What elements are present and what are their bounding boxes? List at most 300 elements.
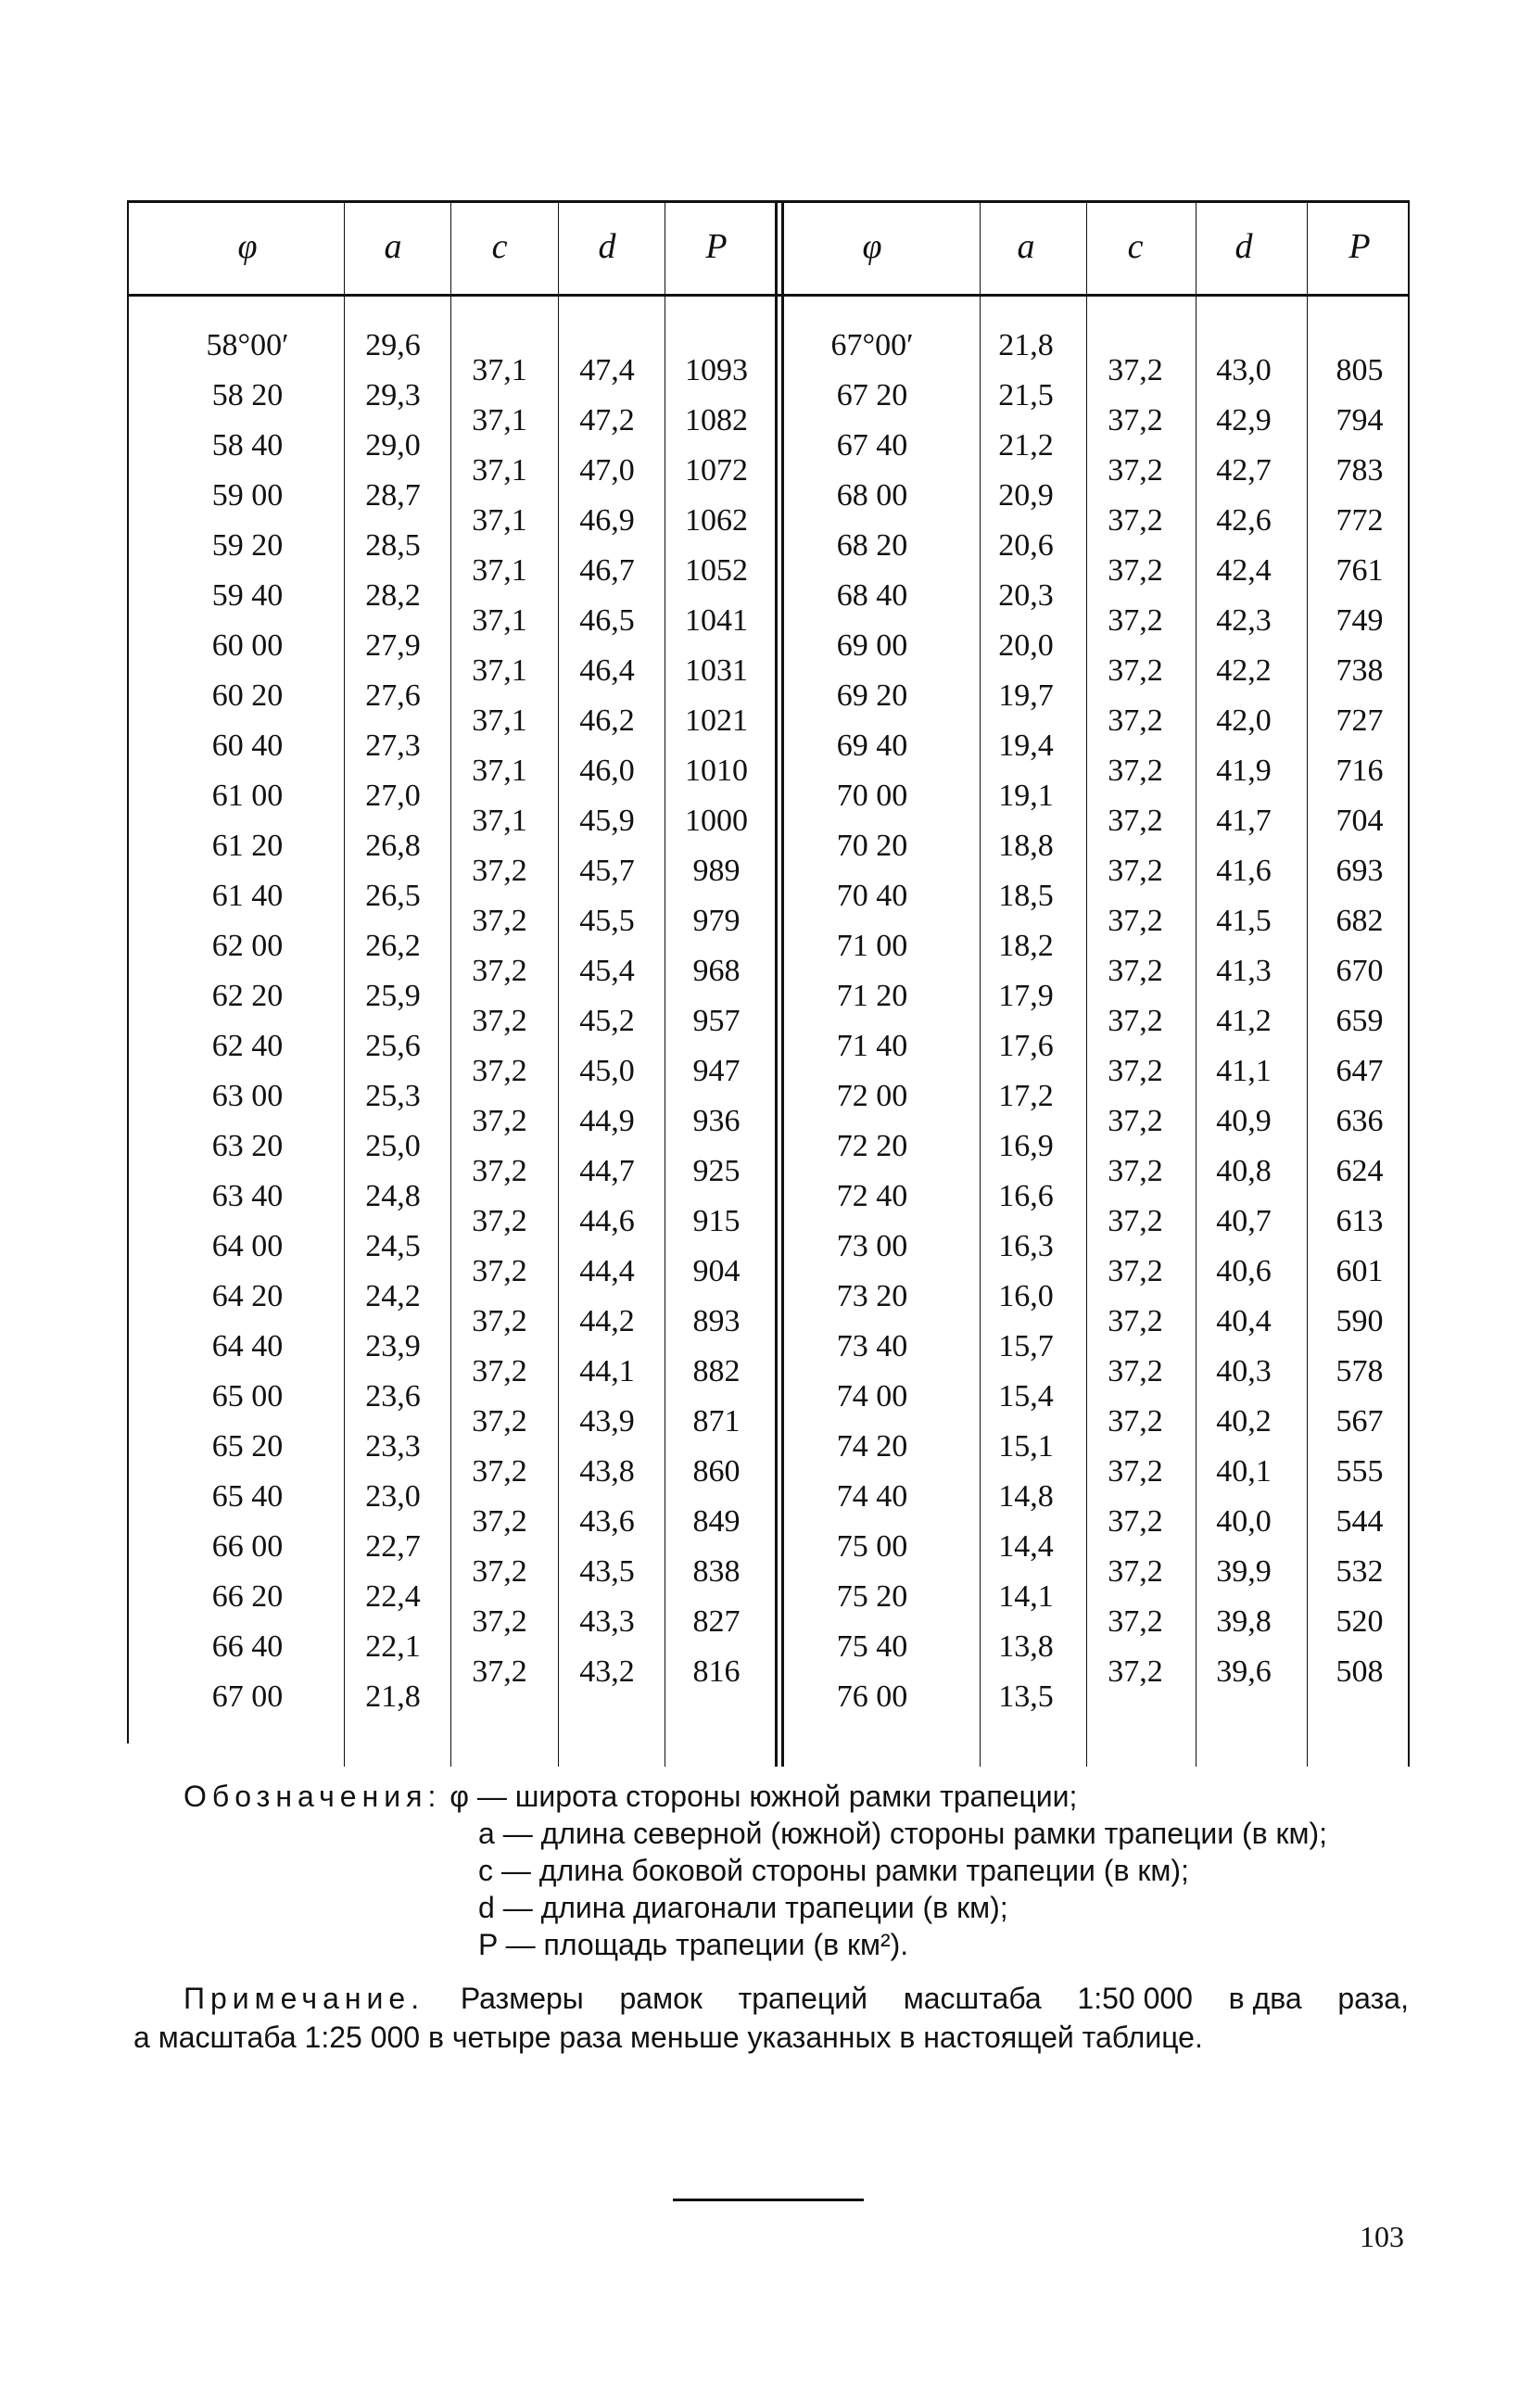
table-cell-a: 16,6 xyxy=(998,1179,1054,1213)
table-cell-p: 1041 xyxy=(685,603,748,638)
table-cell-a: 22,7 xyxy=(365,1529,421,1564)
table-cell-p: 749 xyxy=(1336,603,1384,638)
table-cell-d: 44,7 xyxy=(579,1154,635,1188)
table-cell-a: 14,8 xyxy=(998,1479,1054,1514)
table-cell-c: 37,1 xyxy=(472,403,527,437)
table-cell-d: 42,7 xyxy=(1216,453,1272,488)
table-cell-d: 41,5 xyxy=(1216,904,1272,938)
table-cell-d: 43,6 xyxy=(579,1504,635,1539)
table-cell-phi: 63 40 xyxy=(211,1179,284,1213)
table-cell-d: 47,2 xyxy=(579,403,635,437)
table-cell-phi: 61 00 xyxy=(211,779,284,813)
table-cell-c: 37,2 xyxy=(1108,754,1163,788)
table-cell-phi: 69 00 xyxy=(836,628,908,663)
table-cell-phi: 73 20 xyxy=(836,1279,908,1313)
table-cell-a: 16,3 xyxy=(998,1229,1054,1263)
legend-item-phi: φ — широта стороны южной рамки трапеции; xyxy=(449,1780,1078,1813)
table-cell-c: 37,2 xyxy=(472,1604,527,1639)
table-cell-c: 37,2 xyxy=(1108,353,1163,387)
table-cell-a: 15,4 xyxy=(998,1379,1054,1413)
table-cell-a: 22,1 xyxy=(365,1629,421,1664)
table-cell-d: 40,4 xyxy=(1216,1304,1272,1338)
table-cell-p: 682 xyxy=(1336,904,1384,938)
table-cell-c: 37,2 xyxy=(1108,1104,1163,1138)
table-cell-phi: 58 20 xyxy=(211,378,284,412)
table-cell-p: 936 xyxy=(692,1104,741,1138)
table-cell-d: 40,1 xyxy=(1216,1454,1272,1489)
table-cell-a: 24,8 xyxy=(365,1179,421,1213)
table-cell-phi: 71 40 xyxy=(836,1029,908,1063)
table-cell-c: 37,2 xyxy=(1108,1654,1163,1689)
table-cell-phi: 67°00′ xyxy=(830,328,914,362)
table-cell-p: 520 xyxy=(1336,1604,1384,1639)
table-cell-phi: 60 40 xyxy=(211,729,284,763)
column-header: φ xyxy=(237,227,258,266)
table-cell-d: 39,8 xyxy=(1216,1604,1272,1639)
table-cell-p: 772 xyxy=(1336,503,1384,538)
table-cell-phi: 72 20 xyxy=(836,1129,908,1163)
table-cell-c: 37,2 xyxy=(1108,1504,1163,1539)
table-cell-phi: 61 20 xyxy=(211,829,284,863)
table-cell-c: 37,2 xyxy=(472,1004,527,1038)
table-cell-phi: 70 40 xyxy=(836,879,908,913)
trapezoid-table xyxy=(127,200,1409,1767)
table-cell-p: 882 xyxy=(692,1354,741,1388)
table-cell-phi: 75 20 xyxy=(836,1579,908,1614)
table-cell-a: 21,8 xyxy=(365,1679,421,1714)
table-cell-c: 37,2 xyxy=(472,1404,527,1438)
footnote-word: масштаба xyxy=(903,1982,1042,2015)
column-header: P xyxy=(705,227,728,266)
table-cell-a: 27,9 xyxy=(365,628,421,663)
table-cell-phi: 76 00 xyxy=(836,1679,908,1714)
table-cell-phi: 65 40 xyxy=(211,1479,284,1514)
table-cell-p: 659 xyxy=(1336,1004,1384,1038)
table-cell-d: 46,4 xyxy=(579,653,635,688)
table-cell-p: 783 xyxy=(1336,453,1384,488)
table-cell-c: 37,2 xyxy=(1108,904,1163,938)
table-cell-a: 14,4 xyxy=(998,1529,1054,1564)
table-column-rule xyxy=(781,200,784,1767)
table-cell-a: 27,0 xyxy=(365,779,421,813)
table-cell-a: 20,9 xyxy=(998,478,1054,513)
table-cell-a: 16,9 xyxy=(998,1129,1054,1163)
table-cell-d: 43,0 xyxy=(1216,353,1272,387)
column-header: φ xyxy=(862,227,882,266)
table-cell-c: 37,2 xyxy=(472,1354,527,1388)
table-top-rule xyxy=(127,200,1409,203)
table-cell-c: 37,2 xyxy=(1108,703,1163,738)
table-cell-d: 41,6 xyxy=(1216,854,1272,888)
table-cell-a: 18,8 xyxy=(998,829,1054,863)
table-cell-a: 21,5 xyxy=(998,378,1054,412)
table-cell-d: 46,0 xyxy=(579,754,635,788)
table-cell-p: 925 xyxy=(692,1154,741,1188)
table-cell-phi: 60 00 xyxy=(211,628,284,663)
table-cell-c: 37,1 xyxy=(472,804,527,838)
footnote xyxy=(133,1979,1409,2057)
table-cell-p: 968 xyxy=(692,954,741,988)
table-cell-p: 860 xyxy=(692,1454,741,1489)
table-cell-c: 37,2 xyxy=(1108,1554,1163,1589)
table-cell-c: 37,2 xyxy=(472,854,527,888)
table-cell-phi: 64 20 xyxy=(211,1279,284,1313)
table-cell-a: 13,8 xyxy=(998,1629,1054,1664)
table-cell-a: 25,6 xyxy=(365,1029,421,1063)
table-cell-phi: 64 40 xyxy=(211,1329,284,1363)
table-cell-p: 716 xyxy=(1336,754,1384,788)
table-cell-p: 816 xyxy=(692,1654,741,1689)
table-cell-a: 23,6 xyxy=(365,1379,421,1413)
table-cell-d: 44,9 xyxy=(579,1104,635,1138)
table-cell-phi: 68 00 xyxy=(836,478,908,513)
table-cell-p: 827 xyxy=(692,1604,741,1639)
table-cell-a: 21,2 xyxy=(998,428,1054,463)
table-cell-d: 42,3 xyxy=(1216,603,1272,638)
footnote-word: 1:50 000 xyxy=(1077,1982,1193,2015)
table-cell-d: 42,4 xyxy=(1216,553,1272,588)
legend-title: Обозначения: xyxy=(184,1780,442,1813)
table-cell-a: 28,5 xyxy=(365,528,421,563)
column-header: c xyxy=(1127,227,1144,266)
table-cell-p: 544 xyxy=(1336,1504,1384,1539)
table-cell-a: 19,7 xyxy=(998,678,1054,713)
table-cell-d: 40,7 xyxy=(1216,1204,1272,1238)
table-cell-phi: 67 20 xyxy=(836,378,908,412)
table-cell-phi: 59 20 xyxy=(211,528,284,563)
table-cell-p: 567 xyxy=(1336,1404,1384,1438)
table-cell-p: 915 xyxy=(692,1204,741,1238)
table-cell-c: 37,1 xyxy=(472,553,527,588)
table-cell-d: 42,2 xyxy=(1216,653,1272,688)
table-cell-p: 1052 xyxy=(685,553,748,588)
table-cell-d: 43,9 xyxy=(579,1404,635,1438)
table-cell-c: 37,2 xyxy=(472,1204,527,1238)
table-cell-a: 29,3 xyxy=(365,378,421,412)
table-cell-d: 45,0 xyxy=(579,1054,635,1088)
table-cell-d: 41,7 xyxy=(1216,804,1272,838)
table-cell-p: 805 xyxy=(1336,353,1384,387)
legend-item-a: a — длина северной (южной) стороны рамки трапеции (в км); xyxy=(478,1817,1328,1850)
table-cell-d: 46,9 xyxy=(579,503,635,538)
table-cell-phi: 75 00 xyxy=(836,1529,908,1564)
table-cell-a: 26,2 xyxy=(365,929,421,963)
legend-item-p: P — площадь трапеции (в км²). xyxy=(478,1928,909,1961)
table-cell-phi: 73 00 xyxy=(836,1229,908,1263)
table-cell-p: 904 xyxy=(692,1254,741,1288)
table-cell-phi: 61 40 xyxy=(211,879,284,913)
table-cell-d: 40,8 xyxy=(1216,1154,1272,1188)
legend-item-d: d — длина диагонали трапеции (в км); xyxy=(478,1891,1008,1924)
table-cell-phi: 66 20 xyxy=(211,1579,284,1614)
table-cell-d: 39,9 xyxy=(1216,1554,1272,1589)
table-cell-p: 578 xyxy=(1336,1354,1384,1388)
table-cell-c: 37,2 xyxy=(1108,1304,1163,1338)
footnote-word: в два xyxy=(1228,1982,1302,2015)
table-cell-p: 1000 xyxy=(685,804,748,838)
table-cell-c: 37,2 xyxy=(1108,1004,1163,1038)
table-cell-c: 37,2 xyxy=(472,954,527,988)
footnote-line-1 xyxy=(133,1979,1409,2018)
table-cell-a: 28,7 xyxy=(365,478,421,513)
table-cell-p: 670 xyxy=(1336,954,1384,988)
table-cell-phi: 65 00 xyxy=(211,1379,284,1413)
table-cell-phi: 62 20 xyxy=(211,979,284,1013)
table-cell-d: 45,7 xyxy=(579,854,635,888)
table-cell-p: 624 xyxy=(1336,1154,1384,1188)
table-cell-c: 37,1 xyxy=(472,353,527,387)
table-cell-a: 19,1 xyxy=(998,779,1054,813)
table-header-rule xyxy=(127,294,1409,297)
table-cell-a: 18,5 xyxy=(998,879,1054,913)
table-cell-d: 43,5 xyxy=(579,1554,635,1589)
table-cell-a: 27,3 xyxy=(365,729,421,763)
table-cell-c: 37,2 xyxy=(1108,403,1163,437)
table-cell-a: 20,3 xyxy=(998,578,1054,613)
footnote-word: трапеций xyxy=(738,1982,868,2015)
footnote-word: Размеры xyxy=(460,1982,584,2015)
table-cell-p: 532 xyxy=(1336,1554,1384,1589)
table-cell-p: 1072 xyxy=(685,453,748,488)
table-cell-c: 37,2 xyxy=(1108,1454,1163,1489)
table-cell-phi: 70 00 xyxy=(836,779,908,813)
table-cell-a: 27,6 xyxy=(365,678,421,713)
table-cell-phi: 68 40 xyxy=(836,578,908,613)
table-cell-p: 555 xyxy=(1336,1454,1384,1489)
table-cell-p: 838 xyxy=(692,1554,741,1589)
table-cell-phi: 71 00 xyxy=(836,929,908,963)
table-cell-d: 44,6 xyxy=(579,1204,635,1238)
table-cell-phi: 59 00 xyxy=(211,478,284,513)
table-cell-phi: 65 20 xyxy=(211,1429,284,1464)
table-cell-c: 37,2 xyxy=(1108,1154,1163,1188)
table-cell-p: 727 xyxy=(1336,703,1384,738)
table-cell-phi: 64 00 xyxy=(211,1229,284,1263)
table-cell-a: 17,2 xyxy=(998,1079,1054,1113)
table-cell-p: 1082 xyxy=(685,403,748,437)
table-cell-p: 704 xyxy=(1336,804,1384,838)
table-cell-c: 37,2 xyxy=(472,1104,527,1138)
table-cell-p: 738 xyxy=(1336,653,1384,688)
table-cell-a: 28,2 xyxy=(365,578,421,613)
page-number: 103 xyxy=(1360,2220,1404,2253)
table-cell-c: 37,2 xyxy=(1108,1054,1163,1088)
table-cell-p: 636 xyxy=(1336,1104,1384,1138)
table-cell-a: 15,1 xyxy=(998,1429,1054,1464)
table-cell-d: 45,9 xyxy=(579,804,635,838)
table-cell-phi: 70 20 xyxy=(836,829,908,863)
table-cell-c: 37,2 xyxy=(472,1154,527,1188)
table-cell-p: 849 xyxy=(692,1504,741,1539)
table-cell-c: 37,2 xyxy=(472,1654,527,1689)
table-cell-p: 1010 xyxy=(685,754,748,788)
table-column-rule xyxy=(127,200,129,1743)
table-cell-phi: 69 40 xyxy=(836,729,908,763)
table-cell-c: 37,2 xyxy=(1108,453,1163,488)
table-cell-a: 24,2 xyxy=(365,1279,421,1313)
table-cell-phi: 75 40 xyxy=(836,1629,908,1664)
table-cell-c: 37,1 xyxy=(472,754,527,788)
table-cell-p: 761 xyxy=(1336,553,1384,588)
table-cell-d: 43,2 xyxy=(579,1654,635,1689)
table-cell-d: 39,6 xyxy=(1216,1654,1272,1689)
table-cell-c: 37,2 xyxy=(1108,954,1163,988)
table-cell-p: 979 xyxy=(692,904,741,938)
table-cell-a: 20,0 xyxy=(998,628,1054,663)
table-cell-c: 37,2 xyxy=(472,1504,527,1539)
table-cell-d: 42,6 xyxy=(1216,503,1272,538)
table-cell-p: 893 xyxy=(692,1304,741,1338)
table-cell-p: 1093 xyxy=(685,353,748,387)
table-cell-c: 37,2 xyxy=(1108,603,1163,638)
table-cell-p: 794 xyxy=(1336,403,1384,437)
table-cell-c: 37,2 xyxy=(1108,1204,1163,1238)
table-cell-phi: 63 00 xyxy=(211,1079,284,1113)
table-cell-p: 947 xyxy=(692,1054,741,1088)
table-cell-p: 1031 xyxy=(685,653,748,688)
table-cell-d: 42,0 xyxy=(1216,703,1272,738)
table-cell-c: 37,2 xyxy=(472,904,527,938)
table-cell-p: 693 xyxy=(1336,854,1384,888)
table-cell-a: 15,7 xyxy=(998,1329,1054,1363)
table-cell-c: 37,1 xyxy=(472,453,527,488)
table-cell-p: 871 xyxy=(692,1404,741,1438)
table-cell-a: 13,5 xyxy=(998,1679,1054,1714)
column-header: a xyxy=(384,227,402,266)
table-cell-c: 37,2 xyxy=(1108,1354,1163,1388)
table-cell-p: 989 xyxy=(692,854,741,888)
table-cell-d: 46,7 xyxy=(579,553,635,588)
table-cell-c: 37,2 xyxy=(1108,653,1163,688)
column-header: c xyxy=(491,227,508,266)
table-cell-p: 957 xyxy=(692,1004,741,1038)
table-cell-d: 45,2 xyxy=(579,1004,635,1038)
table-cell-a: 20,6 xyxy=(998,528,1054,563)
table-cell-a: 23,3 xyxy=(365,1429,421,1464)
table-cell-d: 44,4 xyxy=(579,1254,635,1288)
table-cell-phi: 72 40 xyxy=(836,1179,908,1213)
table-cell-phi: 72 00 xyxy=(836,1079,908,1113)
table-cell-a: 24,5 xyxy=(365,1229,421,1263)
table-cell-d: 41,9 xyxy=(1216,754,1272,788)
table-cell-p: 613 xyxy=(1336,1204,1384,1238)
table-cell-d: 43,8 xyxy=(579,1454,635,1489)
table-cell-phi: 58°00′ xyxy=(206,328,289,362)
table-cell-a: 19,4 xyxy=(998,729,1054,763)
table-cell-a: 17,9 xyxy=(998,979,1054,1013)
table-cell-phi: 60 20 xyxy=(211,678,284,713)
table-cell-phi: 66 40 xyxy=(211,1629,284,1664)
table-cell-phi: 67 40 xyxy=(836,428,908,463)
table-cell-a: 22,4 xyxy=(365,1579,421,1614)
footnote-line-2: а масштаба 1:25 000 в четыре раза меньше указанных в настоящей таблице. xyxy=(133,2021,1203,2054)
table-cell-phi: 67 00 xyxy=(211,1679,284,1714)
table-cell-a: 26,8 xyxy=(365,829,421,863)
table-cell-c: 37,1 xyxy=(472,703,527,738)
table-cell-phi: 63 20 xyxy=(211,1129,284,1163)
footnote-word: рамок xyxy=(619,1982,703,2015)
table-cell-d: 41,3 xyxy=(1216,954,1272,988)
table-cell-d: 42,9 xyxy=(1216,403,1272,437)
table-cell-p: 601 xyxy=(1336,1254,1384,1288)
table-cell-d: 40,2 xyxy=(1216,1404,1272,1438)
table-cell-a: 26,5 xyxy=(365,879,421,913)
table-cell-d: 46,5 xyxy=(579,603,635,638)
table-cell-phi: 59 40 xyxy=(211,578,284,613)
table-cell-phi: 62 00 xyxy=(211,929,284,963)
table-cell-a: 21,8 xyxy=(998,328,1054,362)
table-cell-c: 37,1 xyxy=(472,503,527,538)
table-cell-c: 37,2 xyxy=(472,1054,527,1088)
table-cell-a: 23,9 xyxy=(365,1329,421,1363)
table-cell-a: 29,6 xyxy=(365,328,421,362)
column-header: d xyxy=(598,227,616,266)
table-cell-p: 508 xyxy=(1336,1654,1384,1689)
footnote-word: раза, xyxy=(1337,1982,1409,2015)
table-cell-p: 647 xyxy=(1336,1054,1384,1088)
table-cell-a: 25,0 xyxy=(365,1129,421,1163)
table-cell-phi: 66 00 xyxy=(211,1529,284,1564)
table-cell-d: 44,2 xyxy=(579,1304,635,1338)
table-cell-phi: 71 20 xyxy=(836,979,908,1013)
table-cell-d: 41,2 xyxy=(1216,1004,1272,1038)
table-cell-c: 37,2 xyxy=(472,1554,527,1589)
table-cell-d: 47,4 xyxy=(579,353,635,387)
table-cell-phi: 62 40 xyxy=(211,1029,284,1063)
table-cell-phi: 69 20 xyxy=(836,678,908,713)
table-cell-a: 29,0 xyxy=(365,428,421,463)
table-cell-phi: 68 20 xyxy=(836,528,908,563)
column-header: a xyxy=(1017,227,1035,266)
table-cell-phi: 74 40 xyxy=(836,1479,908,1514)
table-cell-p: 1021 xyxy=(685,703,748,738)
table-cell-d: 40,3 xyxy=(1216,1354,1272,1388)
table-cell-a: 18,2 xyxy=(998,929,1054,963)
table-cell-a: 25,3 xyxy=(365,1079,421,1113)
table-cell-a: 25,9 xyxy=(365,979,421,1013)
table-cell-a: 23,0 xyxy=(365,1479,421,1514)
table-cell-d: 40,6 xyxy=(1216,1254,1272,1288)
table-cell-d: 47,0 xyxy=(579,453,635,488)
table-cell-a: 14,1 xyxy=(998,1579,1054,1614)
table-cell-a: 17,6 xyxy=(998,1029,1054,1063)
table-cell-c: 37,2 xyxy=(1108,503,1163,538)
table-cell-c: 37,2 xyxy=(1108,854,1163,888)
table-cell-c: 37,1 xyxy=(472,603,527,638)
table-cell-c: 37,2 xyxy=(1108,1254,1163,1288)
table-cell-phi: 74 00 xyxy=(836,1379,908,1413)
legend-item-c: c — длина боковой стороны рамки трапеции (в км); xyxy=(478,1854,1189,1887)
table-cell-d: 46,2 xyxy=(579,703,635,738)
table-cell-c: 37,2 xyxy=(472,1454,527,1489)
table-cell-p: 1062 xyxy=(685,503,748,538)
table-cell-a: 16,0 xyxy=(998,1279,1054,1313)
table-cell-d: 41,1 xyxy=(1216,1054,1272,1088)
table-cell-c: 37,2 xyxy=(1108,804,1163,838)
table-cell-phi: 58 40 xyxy=(211,428,284,463)
footnote-title: Примечание. xyxy=(184,1982,425,2015)
table-cell-p: 590 xyxy=(1336,1304,1384,1338)
table-cell-d: 45,4 xyxy=(579,954,635,988)
table-cell-d: 43,3 xyxy=(579,1604,635,1639)
table-cell-d: 45,5 xyxy=(579,904,635,938)
table-cell-c: 37,2 xyxy=(1108,1404,1163,1438)
table-cell-c: 37,2 xyxy=(472,1254,527,1288)
column-header: P xyxy=(1348,227,1371,266)
table-cell-c: 37,2 xyxy=(472,1304,527,1338)
table-cell-phi: 73 40 xyxy=(836,1329,908,1363)
column-header: d xyxy=(1234,227,1253,266)
